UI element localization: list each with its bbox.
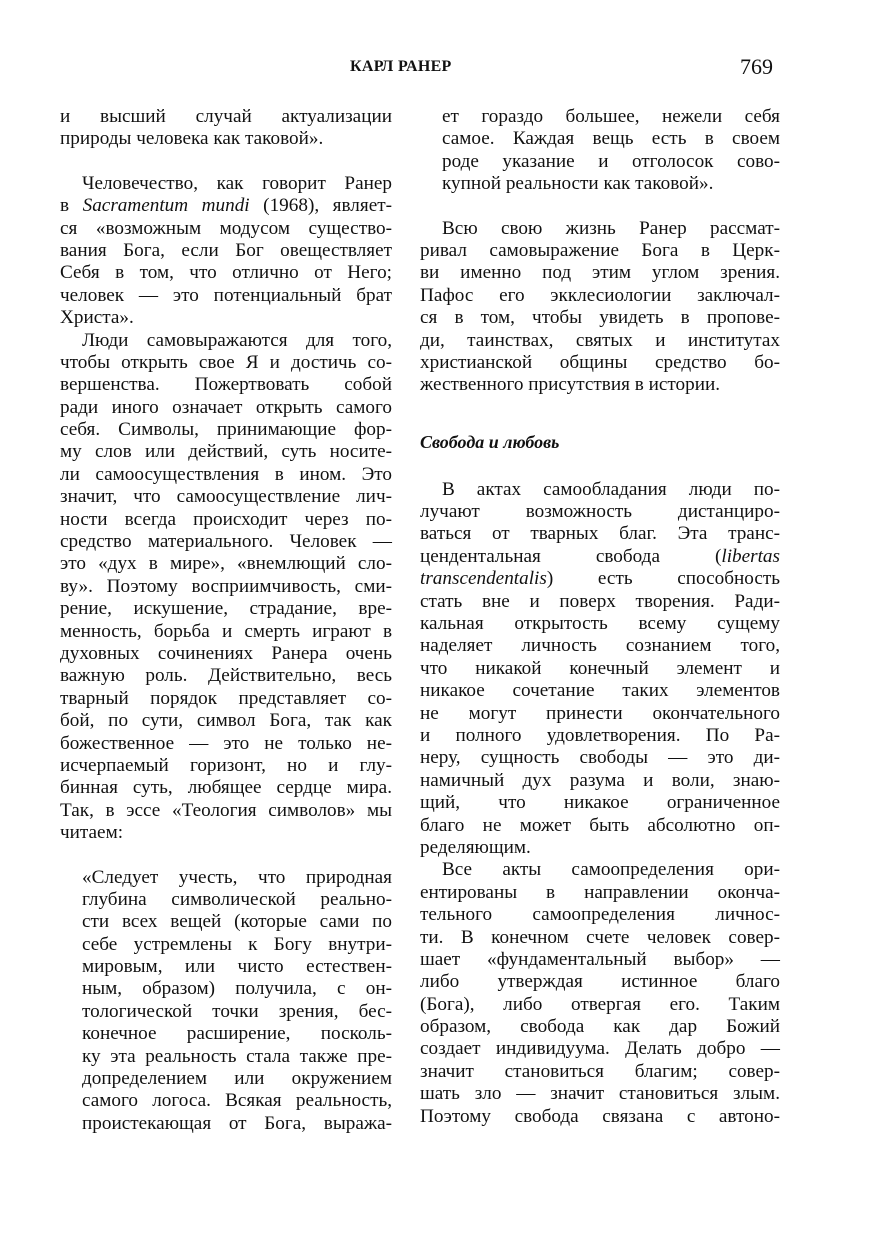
text-line: ли самоосуществления в ином. Это bbox=[60, 463, 392, 485]
text-line: проистекающая от Бога, выража- bbox=[82, 1112, 392, 1134]
text-line: мировым, или чисто естествен- bbox=[82, 956, 392, 978]
text-line: тельного самоопределения личнос- bbox=[420, 904, 780, 926]
text-line: вания Бога, если Бог овеществляет bbox=[60, 239, 392, 261]
text-line: себя. Символы, принимающие фор- bbox=[60, 419, 392, 441]
text-line: шать зло — значит становиться злым. bbox=[420, 1083, 780, 1105]
text-line: природы человека как таковой». bbox=[60, 128, 324, 150]
spacer bbox=[420, 397, 780, 431]
italic-term: transcendentalis bbox=[420, 568, 547, 590]
text-line: что никакой конечный элемент и bbox=[420, 657, 780, 679]
text-line: Люди самовыражаются для того, bbox=[82, 329, 392, 351]
text-line: образом, свобода как дар Божий bbox=[420, 1016, 780, 1038]
text-line: ваться от тварных благ. Эта транс- bbox=[420, 523, 780, 545]
spacer bbox=[60, 845, 392, 867]
text-line: кальная открытость всему сущему bbox=[420, 613, 780, 635]
text-line: роде указание и отголосок сово- bbox=[442, 150, 780, 172]
text-line: Всю свою жизнь Ранер рассмат- bbox=[442, 217, 780, 239]
text-line: самого логоса. Всякая реальность, bbox=[82, 1090, 392, 1112]
text-line: бинная суть, любящее сердце мира. bbox=[60, 777, 392, 799]
text-line: лучают возможность дистанциро- bbox=[420, 501, 780, 523]
text-line: «Следует учесть, что природная bbox=[82, 866, 392, 888]
text-line: (Бога), либо отвергая его. Таким bbox=[420, 993, 780, 1015]
text-line: важную роль. Действительно, весь bbox=[60, 665, 392, 687]
text-line: ределяющим. bbox=[420, 836, 531, 858]
text-line: никакое сочетание таких элементов bbox=[420, 680, 780, 702]
text-line: ради иного означает открыть самого bbox=[60, 396, 392, 418]
text-line: ву». Поэтому восприимчивость, сми- bbox=[60, 575, 392, 597]
text-line: ся в том, чтобы увидеть в пропове- bbox=[420, 307, 780, 329]
paragraph-self-expression bbox=[60, 330, 392, 845]
text-line: бой, по сути, символ Бога, так как bbox=[60, 710, 392, 732]
text-line: средство материального. Человек — bbox=[60, 531, 392, 553]
block-quote bbox=[60, 867, 392, 1136]
text-line: духовных сочинениях Ранера очень bbox=[60, 642, 392, 664]
text-line: себе устремлены к Богу внутри- bbox=[82, 933, 392, 955]
text-line: Поэтому свобода связана с автоно- bbox=[420, 1105, 780, 1127]
text-line-with-italic: transcendentalis) есть способность bbox=[420, 568, 780, 590]
block-quote-continuation bbox=[420, 106, 780, 196]
text-line: создает индивидуума. Делать добро — bbox=[420, 1038, 780, 1060]
text-line: не могут принести окончательного bbox=[420, 702, 780, 724]
text-line: допределением или окружением bbox=[82, 1068, 392, 1090]
text-line: шает «фундаментальный выбор» — bbox=[420, 948, 780, 970]
text-line: вершенства. Пожертвовать собой bbox=[60, 374, 392, 396]
text-line: и полного удовлетворения. По Ра- bbox=[420, 724, 780, 746]
text-line: ным, образом) получила, с он- bbox=[82, 978, 392, 1000]
text-line: ривал самовыражение Бога в Церк- bbox=[420, 239, 780, 261]
text-line: благо не может быть абсолютно оп- bbox=[420, 814, 780, 836]
paragraph-self-determination bbox=[420, 859, 780, 1128]
italic-title: Sacramentum mundi bbox=[82, 195, 250, 217]
text-line: тологической точки зрения, бес- bbox=[82, 1000, 392, 1022]
text-line: христианской общины средство бо- bbox=[420, 351, 780, 373]
text-line: наделяет личность сознанием того, bbox=[420, 635, 780, 657]
italic-term: libertas bbox=[721, 545, 780, 567]
paragraph-freedom bbox=[420, 479, 780, 860]
running-title: КАРЛ РАНЕР bbox=[350, 58, 452, 75]
text-line: жественного присутствия в истории. bbox=[420, 374, 721, 396]
text-line: Все акты самоопределения ори- bbox=[442, 859, 780, 881]
text-line: чтобы открыть свое Я и достичь со- bbox=[60, 351, 392, 373]
text-line: стать вне и поверх творения. Ради- bbox=[420, 590, 780, 612]
text-line: Человечество, как говорит Ранер bbox=[82, 172, 392, 194]
text-line: божественное — это не только не- bbox=[60, 732, 392, 754]
paragraph-ecclesiology bbox=[420, 218, 780, 397]
text-line: сти всех вещей (которые сами по bbox=[82, 911, 392, 933]
text-line-with-italic: в Sacramentum mundi (1968), являет- bbox=[60, 195, 393, 217]
text-line: конечное расширение, посколь- bbox=[82, 1023, 392, 1045]
left-column bbox=[60, 106, 392, 1135]
text-line: исчерпаемый горизонт, но и глу- bbox=[60, 754, 392, 776]
text-line: либо утверждая истинное благо bbox=[420, 971, 780, 993]
text-line: му слов или действий, суть носите- bbox=[60, 441, 392, 463]
text-line: щий, что никакое ограниченное bbox=[420, 792, 780, 814]
text-line: самое. Каждая вещь есть в своем bbox=[442, 128, 780, 150]
text-line: рение, искушение, страдание, вре- bbox=[60, 598, 392, 620]
text-line: ви именно под этим углом зрения. bbox=[420, 262, 780, 284]
text-line: ку эта реальность стала также пре- bbox=[82, 1045, 392, 1067]
text-line: купной реальности как таковой». bbox=[442, 173, 714, 195]
paragraph-continuation bbox=[60, 106, 392, 151]
text-line: Так, в эссе «Теология символов» мы bbox=[60, 799, 392, 821]
text-line: и высший случай актуализации bbox=[60, 106, 392, 127]
spacer bbox=[60, 151, 392, 173]
text-line: ности всегда происходит через по- bbox=[60, 508, 392, 530]
text-line-with-italic: цендентальная свобода (libertas bbox=[420, 545, 780, 567]
text-line: Пафос его экклесиологии заключал- bbox=[420, 284, 780, 306]
page-number: 769 bbox=[740, 54, 773, 79]
text-line: ентированы в направлении оконча- bbox=[420, 881, 780, 903]
text-line: Христа». bbox=[60, 307, 134, 329]
spacer bbox=[420, 453, 780, 479]
text-line: человек — это потенциальный брат bbox=[60, 284, 392, 306]
text-line: менность, борьба и смерть играют в bbox=[60, 620, 392, 642]
text-line: В актах самообладания люди по- bbox=[442, 478, 780, 500]
text-line: ся «возможным модусом существо- bbox=[60, 217, 392, 239]
section-heading: Свобода и любовь bbox=[420, 431, 560, 452]
text-line: тварный порядок представляет со- bbox=[60, 687, 392, 709]
text-line: ти. В конечном счете человек совер- bbox=[420, 926, 780, 948]
text-line: читаем: bbox=[60, 822, 124, 844]
text-line: неру, сущность свободы — это ди- bbox=[420, 747, 780, 769]
text-line: намичный дух разума и воли, знаю- bbox=[420, 769, 780, 791]
text-line: это «дух в мире», «внемлющий сло- bbox=[60, 553, 392, 575]
right-column bbox=[420, 106, 780, 1128]
text-line: значит, что самоосуществление лич- bbox=[60, 486, 392, 508]
text-line: ди, таинствах, святых и институтах bbox=[420, 329, 780, 351]
paragraph-humanity bbox=[60, 173, 392, 330]
text-line: ет гораздо большее, нежели себя bbox=[442, 106, 780, 127]
text-line: Себя в том, что отлично от Него; bbox=[60, 262, 392, 284]
spacer bbox=[420, 196, 780, 218]
text-line: глубина символической реально- bbox=[82, 888, 392, 910]
text-line: значит становиться благим; совер- bbox=[420, 1060, 780, 1082]
